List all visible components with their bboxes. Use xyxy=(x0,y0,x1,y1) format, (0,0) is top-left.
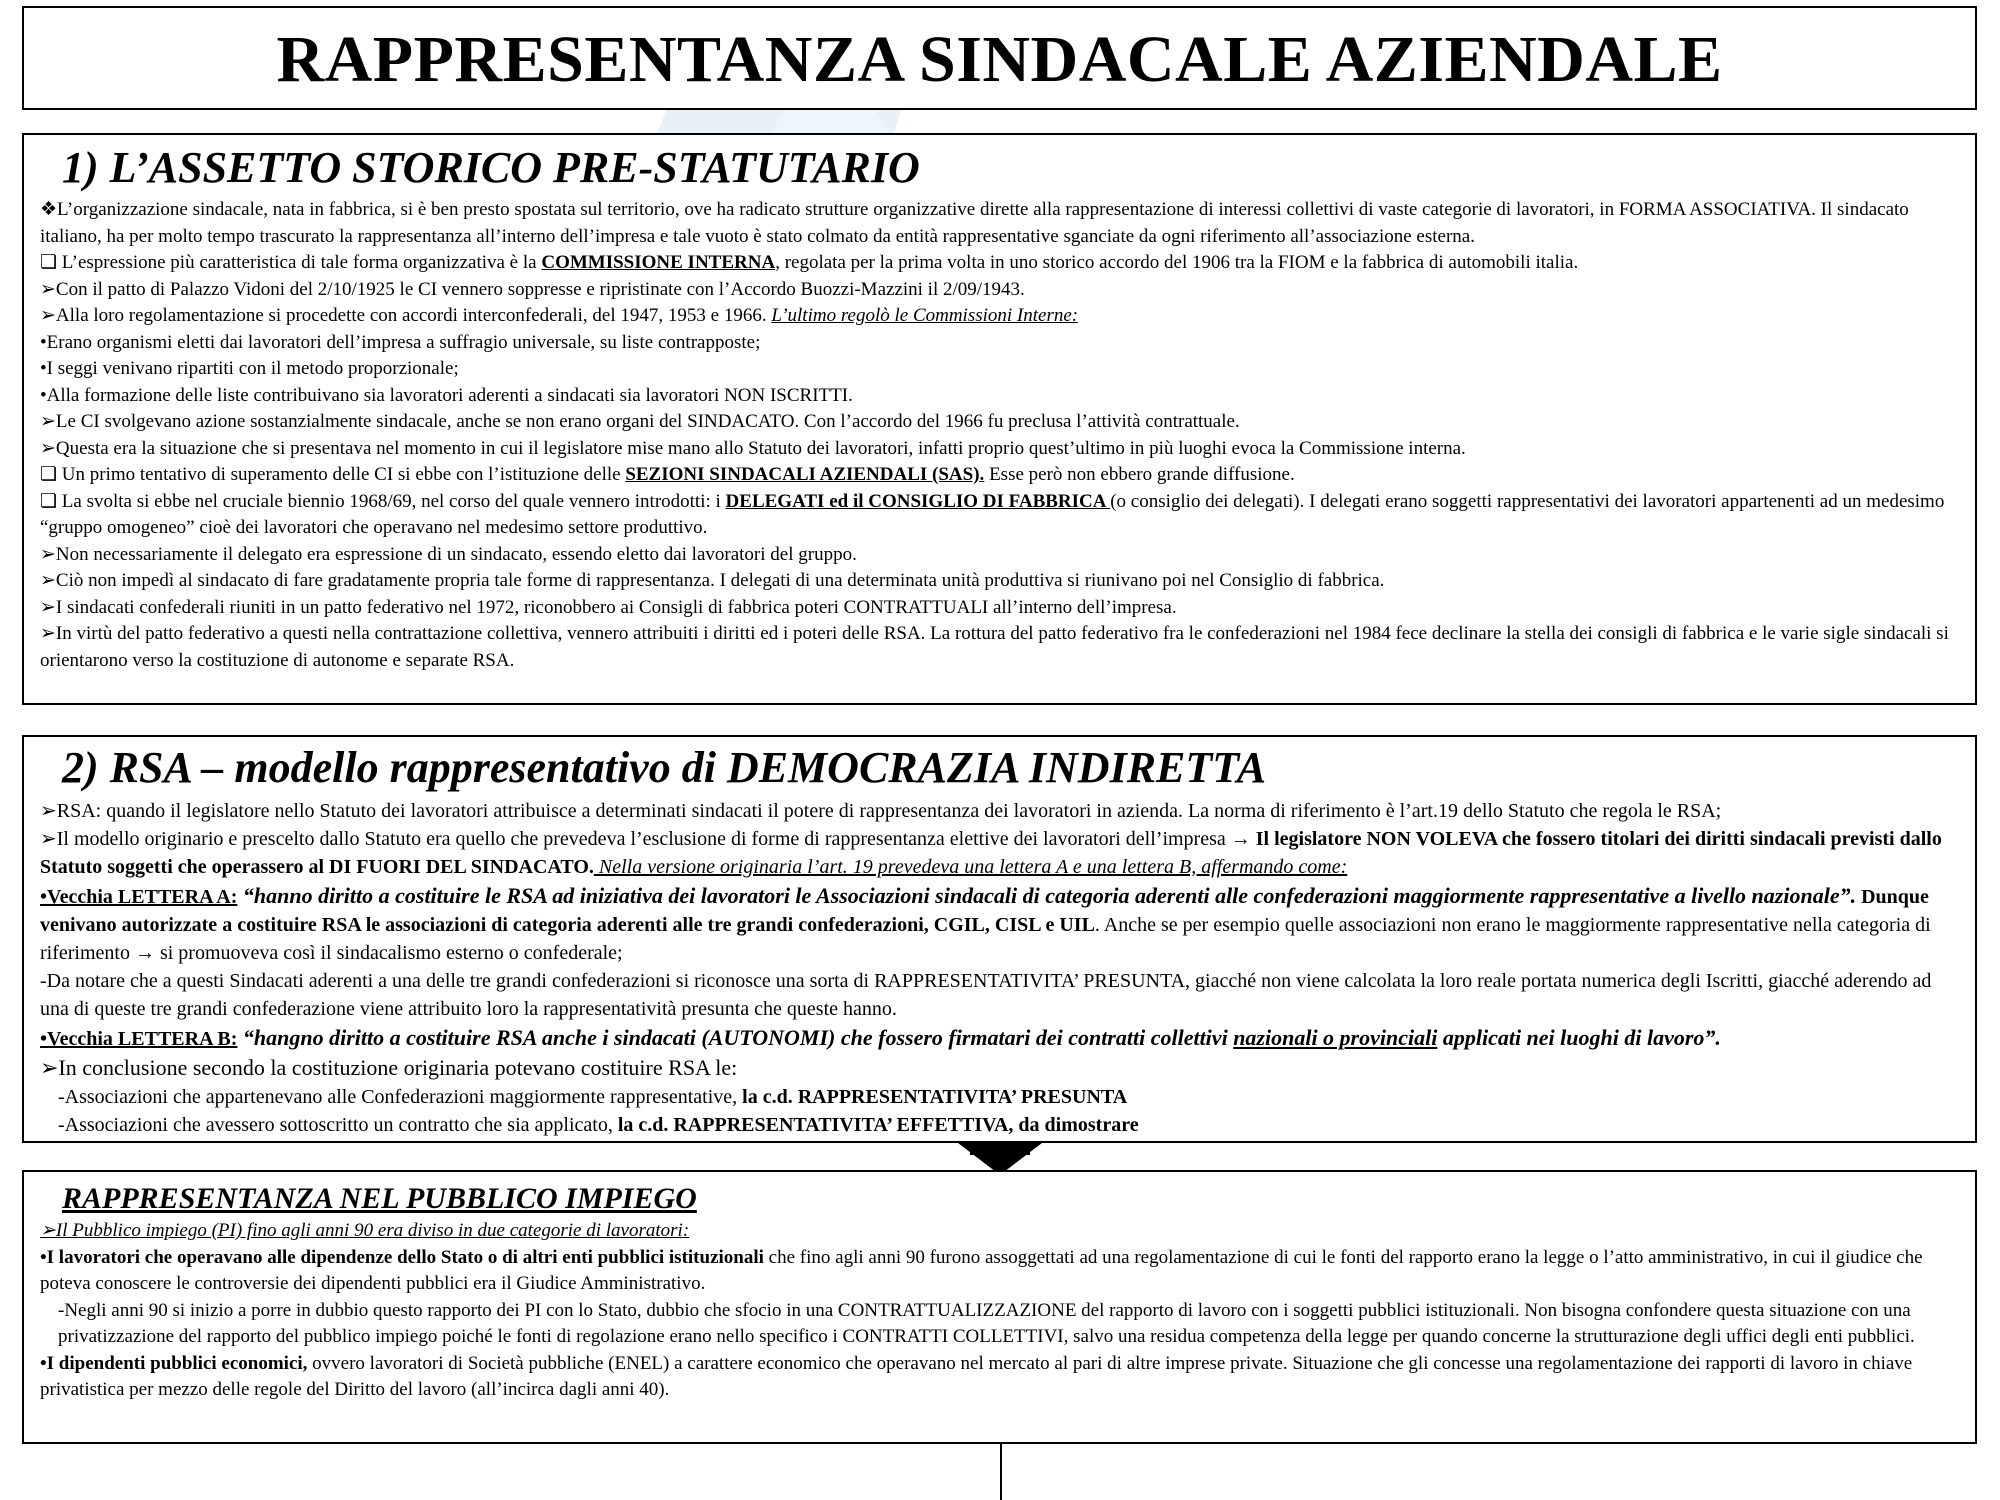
section-public-employment xyxy=(22,1170,1977,1444)
paragraph: ➢Il Pubblico impiego (PI) fino agli anni 90 era diviso in due categorie di lavoratori: xyxy=(40,1220,690,1241)
paragraph: -Da notare che a questi Sindacati aderenti a una delle tre grandi confederazioni si riconosce una sorta di RAPPRESENTATIVITA’ PRESUNTA, giacché non viene calcolata la loro reale portata numerica degli Iscritti, giacché aderendo ad una di queste tre grandi confederazione viene attribuito loro la rappresentatività presunta che queste hanno. xyxy=(40,970,1932,1020)
section-rsa xyxy=(22,735,1977,1143)
paragraph: ➢Questa era la situazione che si presentava nel momento in cui il legislatore mise mano allo Statuto dei lavoratori, infatti proprio quest’ultimo in più luoghi evoca la Commissione interna. xyxy=(40,437,1466,459)
paragraph: -Negli anni 90 si inizio a porre in dubbio questo rapporto dei PI con lo Stato, dubbio che sfocio in una CONTRATTUALIZZAZIONE del rapporto di lavoro con i soggetti pubblici istituzionali. Non bisogna confondere questa situazione con una privatizzazione del rapporto del pubblico impiego poiché le fonti di regolazione erano nello specifico i CONTRATTI COLLETTIVI, salvo una residua competenza della legge per quando concerne la strutturazione degli uffici degli enti pubblici. xyxy=(58,1299,1915,1347)
paragraph: ➢In conclusione secondo la costituzione originaria potevano costituire RSA le: xyxy=(40,1055,738,1080)
paragraph: ➢Le CI svolgevano azione sostanzialmente sindacale, anche se non erano organi del SINDACATO. Con l’accordo del 1966 fu preclusa l’attività contrattuale. xyxy=(40,411,1240,432)
paragraph: ❖L’organizzazione sindacale, nata in fabbrica, si è ben presto spostata sul territorio, ove ha radicato strutture organizzative dirette alla rappresentazione di interessi collettivi di vaste categorie di lavoratori, in FORMA ASSOCIATIVA. Il sindacato italiano, ha per molto tempo trascurato la rappresentanza all’interno dell’impresa e tale vuoto è stato colmato da entità rappresentative sganciate da ogni riferimento all’associazione esterna. xyxy=(40,199,1909,247)
paragraph: ➢Il modello originario e prescelto dallo Statuto era quello che prevedeva l’esclusione di forme di rappresentanza elettive dei lavoratori dell’impresa → Il legislatore NON VOLEVA che fossero titolari dei diritti sindacali previsti dallo Statuto soggetti che operassero al DI FUORI DEL SINDACATO. Nella versione originaria l’art. 19 prevedeva una lettera A e una lettera B, affermando come: xyxy=(40,828,1942,878)
section-heading: 2) RSA – modello rappresentativo di DEMOCRAZIA INDIRETTA xyxy=(62,743,1267,792)
title-box xyxy=(22,6,1977,110)
paragraph: ❏ L’espressione più caratteristica di tale forma organizzativa è la COMMISSIONE INTERNA, regolata per la prima volta in uno storico accordo del 1906 tra la FIOM e la fabbrica di automobili italia. xyxy=(40,252,1579,273)
paragraph: •I dipendenti pubblici economici, ovvero lavoratori di Società pubbliche (ENEL) a carattere economico che operavano nel mercato al pari di altre imprese private. Situazione che gli concesse una regolamentazione dei rapporti di lavoro in chiave privatistica per mezzo delle regole del Diritto del lavoro (all’incirca dagli anni 40). xyxy=(40,1352,1913,1400)
paragraph: ➢In virtù del patto federativo a questi nella contrattazione collettiva, vennero attribuiti i diritti ed i poteri delle RSA. La rottura del patto federativo fra le confederazioni nel 1984 fece declinare la stella dei consigli di fabbrica e le varie sigle sindacali si orientarono verso la costituzione di autonome e separate RSA. xyxy=(40,623,1949,671)
paragraph: ➢Non necessariamente il delegato era espressione di un sindacato, essendo eletto dai lavoratori del gruppo. xyxy=(40,543,857,565)
section-heading: RAPPRESENTANZA NEL PUBBLICO IMPIEGO xyxy=(62,1182,697,1215)
paragraph: •Vecchia LETTERA A: “hanno diritto a costituire le RSA ad iniziativa dei lavoratori le Associazioni sindacali di categoria aderenti alle confederazioni maggiormente rappresentative a livello nazionale”. Dunque venivano autorizzate a costituire RSA le associazioni di categoria aderenti alle tre grandi confederazioni, CGIL, CISL e UIL. Anche se per esempio quelle associazioni non erano le maggiormente rappresentative nella categoria di riferimento → si promuoveva così il sindacalismo esterno o confederale; xyxy=(40,883,1931,964)
paragraph: ➢Con il patto di Palazzo Vidoni del 2/10/1925 le CI vennero soppresse e ripristinate con l’Accordo Buozzi-Mazzini il 2/09/1943. xyxy=(40,278,1025,300)
section-heading: 1) L’ASSETTO STORICO PRE-STATUTARIO xyxy=(62,143,920,192)
connector-line xyxy=(1000,1444,1002,1500)
paragraph: ➢RSA: quando il legislatore nello Statuto dei lavoratori attribuisce a determinati sindacati il potere di rappresentanza dei lavoratori in azienda. La norma di riferimento è l’art.19 dello Statuto che regola le RSA; xyxy=(40,800,1722,822)
section-historical xyxy=(22,133,1977,705)
paragraph: •I lavoratori che operavano alle dipendenze dello Stato o di altri enti pubblici istituzionali che fino agli anni 90 furono assoggettati ad una regolamentazione di cui le fonti del rapporto erano la legge o l’atto amministrativo, in cui il giudice che poteva conoscere le controversie dei dipendenti pubblici era il Giudice Amministrativo. xyxy=(40,1246,1923,1294)
paragraph: ➢I sindacati confederali riuniti in un patto federativo nel 1972, riconobbero ai Consigli di fabbrica poteri CONTRATTUALI all’interno dell’impresa. xyxy=(40,596,1177,618)
paragraph: ❏ La svolta si ebbe nel cruciale biennio 1968/69, nel corso del quale vennero introdotti: i DELEGATI ed il CONSIGLIO DI FABBRICA (o consiglio dei delegati). I delegati erano soggetti rappresentativi dei lavoratori appartenenti ad un medesimo “gruppo omogeneo” cioè dei lavoratori che operavano nel medesimo settore produttivo. xyxy=(40,490,1945,538)
page-title: RAPPRESENTANZA SINDACALE AZIENDALE xyxy=(276,23,1723,96)
paragraph: •Vecchia LETTERA B: “hangno diritto a costituire RSA anche i sindacati (AUTONOMI) che fossero firmatari dei contratti collettivi nazionali o provinciali applicati nei luoghi di lavoro”. xyxy=(40,1025,1721,1050)
paragraph: -Associazioni che avessero sottoscritto un contratto che sia applicato, la c.d. RAPPRESENTATIVITA’ EFFETTIVA, da dimostrare xyxy=(58,1114,1139,1136)
paragraph: ❏ Un primo tentativo di superamento delle CI si ebbe con l’istituzione delle SEZIONI SINDACALI AZIENDALI (SAS). Esse però non ebbero grande diffusione. xyxy=(40,464,1295,485)
paragraph: •Alla formazione delle liste contribuivano sia lavoratori aderenti a sindacati sia lavoratori NON ISCRITTI. xyxy=(40,384,853,406)
paragraph: ➢Ciò non impedì al sindacato di fare gradatamente propria tale forme di rappresentanza. I delegati di una determinata unità produttiva si riunivano poi nel Consiglio di fabbrica. xyxy=(40,570,1385,591)
paragraph: ➢Alla loro regolamentazione si procedette con accordi interconfederali, del 1947, 1953 e 1966. L’ultimo regolò le Commissioni Interne: xyxy=(40,305,1079,326)
paragraph: •I seggi venivano ripartiti con il metodo proporzionale; xyxy=(40,358,459,379)
paragraph: -Associazioni che appartenevano alle Confederazioni maggiormente rappresentative, la c.d. RAPPRESENTATIVITA’ PRESUNTA xyxy=(58,1086,1128,1108)
paragraph: •Erano organismi eletti dai lavoratori dell’impresa a suffragio universale, su liste contrapposte; xyxy=(40,331,761,353)
